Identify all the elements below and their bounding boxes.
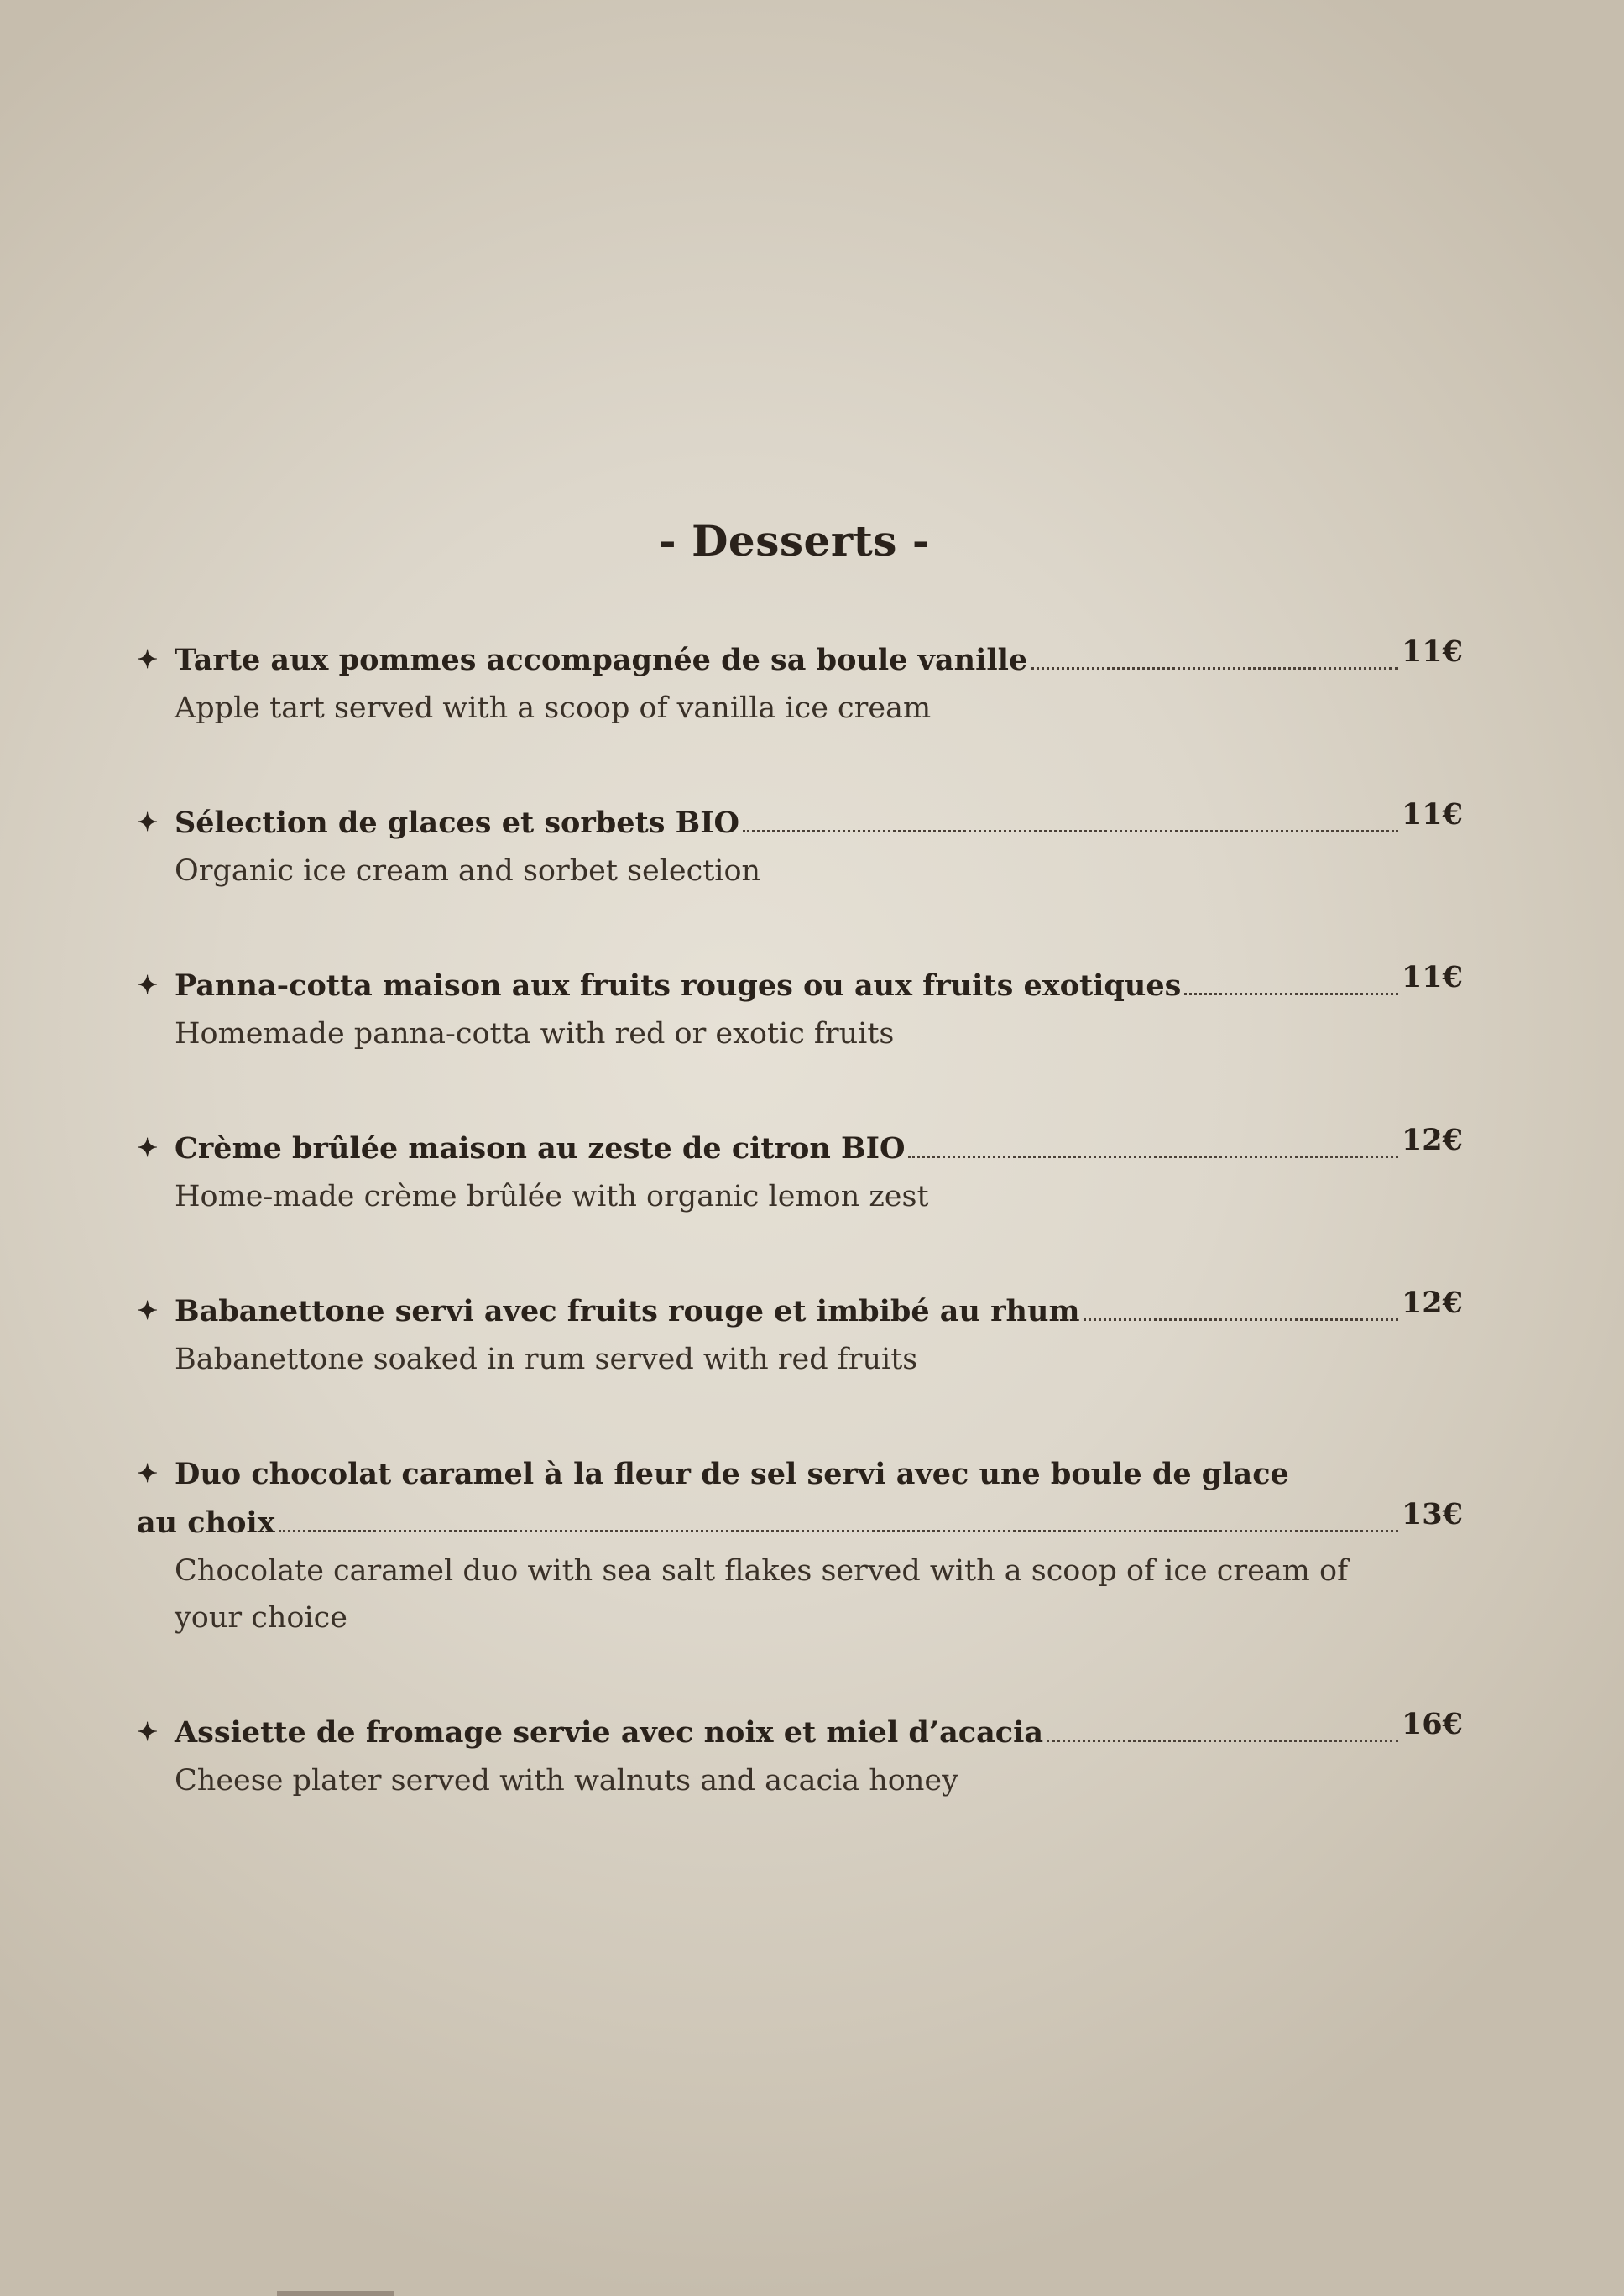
star-bullet-icon: ✦ bbox=[137, 1718, 159, 1747]
star-bullet-icon: ✦ bbox=[137, 1134, 159, 1163]
item-heading bbox=[137, 962, 1463, 1010]
star-bullet-icon: ✦ bbox=[137, 808, 159, 838]
item-heading bbox=[137, 799, 1463, 848]
dot-leader bbox=[1047, 1740, 1398, 1742]
dot-leader bbox=[1031, 667, 1398, 670]
dot-leader bbox=[1084, 1318, 1398, 1321]
item-name-line2: au choix bbox=[137, 1505, 275, 1540]
dot-leader bbox=[1184, 993, 1398, 995]
star-bullet-icon: ✦ bbox=[137, 1459, 159, 1489]
item-name-line1: Duo chocolat caramel à la fleur de sel servi avec une boule de glace bbox=[175, 1457, 1289, 1491]
menu-item bbox=[137, 799, 1463, 895]
dessert-list bbox=[137, 636, 1463, 1871]
item-heading bbox=[137, 1125, 1463, 1173]
item-heading bbox=[137, 1499, 1463, 1547]
item-price: 12€ bbox=[1401, 1123, 1463, 1157]
dot-leader bbox=[908, 1156, 1397, 1158]
dot-leader bbox=[743, 830, 1398, 832]
menu-item bbox=[137, 1125, 1463, 1220]
item-heading bbox=[137, 1287, 1463, 1336]
item-description-line2: your choice bbox=[175, 1601, 347, 1635]
menu-item bbox=[137, 1287, 1463, 1383]
item-name: Tarte aux pommes accompagnée de sa boule vanille bbox=[175, 643, 1028, 677]
item-price: 16€ bbox=[1401, 1707, 1463, 1741]
item-name: Sélection de glaces et sorbets BIO bbox=[175, 806, 740, 840]
item-price: 11€ bbox=[1401, 960, 1463, 994]
menu-item bbox=[137, 1450, 1463, 1641]
item-price: 12€ bbox=[1401, 1286, 1463, 1320]
menu-item bbox=[137, 962, 1463, 1057]
item-description-line1: Chocolate caramel duo with sea salt flakes served with a scoop of ice cream of bbox=[175, 1554, 1349, 1588]
star-bullet-icon: ✦ bbox=[137, 645, 159, 675]
item-heading bbox=[137, 1709, 1463, 1757]
item-description: Organic ice cream and sorbet selection bbox=[175, 854, 761, 888]
item-name: Babanettone servi avec fruits rouge et imbibé au rhum bbox=[175, 1294, 1080, 1328]
item-price: 13€ bbox=[1401, 1497, 1463, 1532]
menu-item bbox=[137, 636, 1463, 732]
dot-leader bbox=[279, 1530, 1398, 1532]
item-price: 11€ bbox=[1401, 797, 1463, 832]
menu-title: - Desserts - bbox=[658, 516, 931, 566]
star-bullet-icon: ✦ bbox=[137, 971, 159, 1000]
star-bullet-icon: ✦ bbox=[137, 1297, 159, 1326]
item-description: Apple tart served with a scoop of vanilla ice cream bbox=[175, 691, 932, 725]
menu-item bbox=[137, 1709, 1463, 1804]
item-description: Homemade panna-cotta with red or exotic fruits bbox=[175, 1017, 895, 1051]
item-name: Assiette de fromage servie avec noix et miel d’acacia bbox=[175, 1715, 1044, 1750]
item-description: Home-made crème brûlée with organic lemon zest bbox=[175, 1180, 929, 1213]
item-description: Babanettone soaked in rum served with red fruits bbox=[175, 1343, 918, 1376]
page-edge-shadow bbox=[277, 2291, 394, 2296]
item-heading bbox=[137, 636, 1463, 685]
item-name: Panna-cotta maison aux fruits rouges ou aux fruits exotiques bbox=[175, 968, 1182, 1003]
item-name: Crème brûlée maison au zeste de citron BIO bbox=[175, 1131, 906, 1166]
item-description: Cheese plater served with walnuts and acacia honey bbox=[175, 1764, 958, 1798]
item-price: 11€ bbox=[1401, 634, 1463, 669]
